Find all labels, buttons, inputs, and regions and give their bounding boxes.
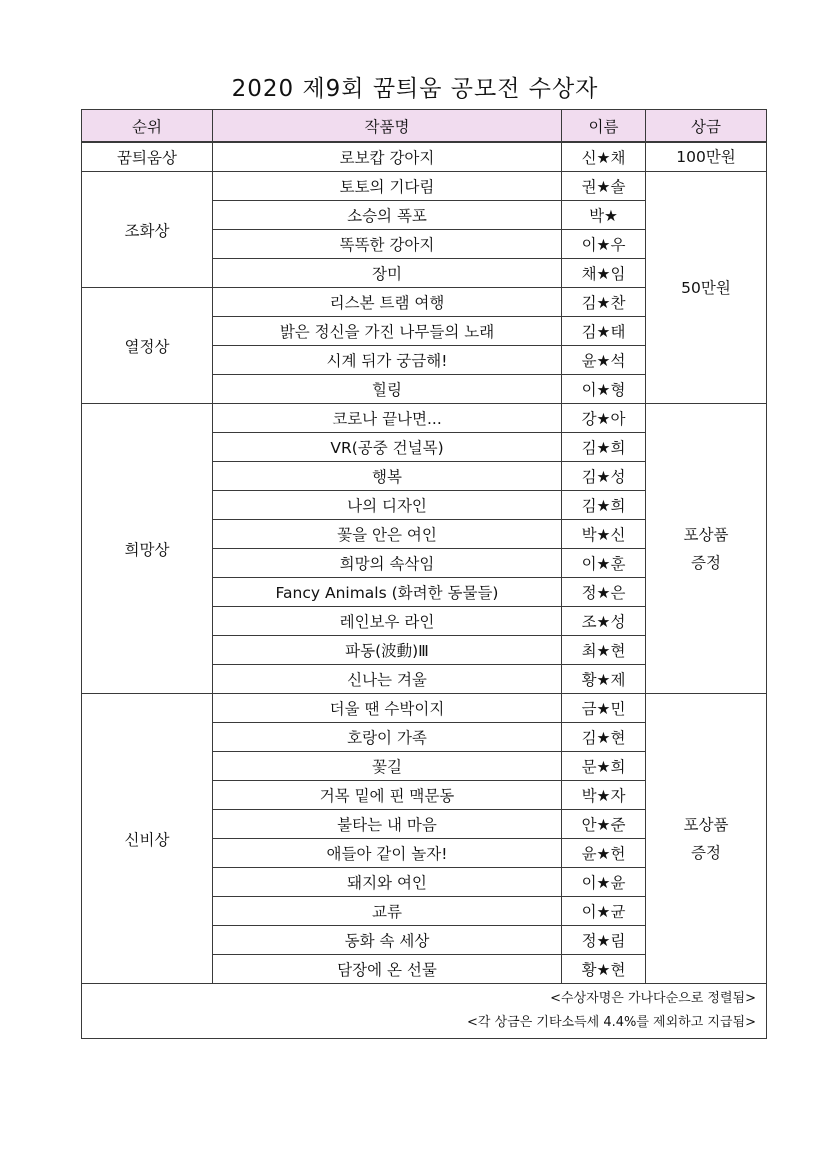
winner-name: 김★찬 xyxy=(562,288,646,317)
winner-name: 김★희 xyxy=(562,491,646,520)
awards-table xyxy=(81,109,767,1039)
winner-name: 안★준 xyxy=(562,810,646,839)
rank-cell: 조화상 xyxy=(82,172,213,288)
winner-name: 황★제 xyxy=(562,665,646,694)
work-title: 담장에 온 선물 xyxy=(213,955,562,984)
winner-name: 이★우 xyxy=(562,230,646,259)
winner-name: 김★성 xyxy=(562,462,646,491)
work-title: 파동(波動)Ⅲ xyxy=(213,636,562,665)
winner-name: 최★현 xyxy=(562,636,646,665)
work-title: 시계 뒤가 궁금해! xyxy=(213,346,562,375)
work-title: 돼지와 여인 xyxy=(213,868,562,897)
work-title: 리스본 트램 여행 xyxy=(213,288,562,317)
winner-name: 이★윤 xyxy=(562,868,646,897)
header-name: 이름 xyxy=(562,110,646,143)
table-row xyxy=(82,142,767,172)
winner-name: 박★자 xyxy=(562,781,646,810)
work-title: 거목 밑에 핀 맥문동 xyxy=(213,781,562,810)
winner-name: 강★아 xyxy=(562,404,646,433)
note-tax: <각 상금은 기타소득세 4.4%를 제외하고 지급됨> xyxy=(467,1015,756,1030)
winner-name: 정★림 xyxy=(562,926,646,955)
winner-name: 문★희 xyxy=(562,752,646,781)
table-row xyxy=(82,694,767,723)
work-title: 행복 xyxy=(213,462,562,491)
notes-cell xyxy=(82,984,767,1039)
work-title: 로보캅 강아지 xyxy=(213,142,562,172)
work-title: 신나는 겨울 xyxy=(213,665,562,694)
winner-name: 박★ xyxy=(562,201,646,230)
work-title: 꽃을 안은 여인 xyxy=(213,520,562,549)
note-sorting: <수상자명은 가나다순으로 정렬됨> xyxy=(550,991,756,1006)
work-title: 똑똑한 강아지 xyxy=(213,230,562,259)
winner-name: 윤★헌 xyxy=(562,839,646,868)
winner-name: 박★신 xyxy=(562,520,646,549)
winner-name: 이★훈 xyxy=(562,549,646,578)
work-title: 호랑이 가족 xyxy=(213,723,562,752)
work-title: 코로나 끝나면... xyxy=(213,404,562,433)
rank-cell: 희망상 xyxy=(82,404,213,694)
work-title: 나의 디자인 xyxy=(213,491,562,520)
winner-name: 금★민 xyxy=(562,694,646,723)
rank-cell: 열정상 xyxy=(82,288,213,404)
work-title: 레인보우 라인 xyxy=(213,607,562,636)
header-prize: 상금 xyxy=(646,110,767,143)
winner-name: 이★균 xyxy=(562,897,646,926)
work-title: 토토의 기다림 xyxy=(213,172,562,201)
work-title: Fancy Animals (화려한 동물들) xyxy=(213,578,562,607)
work-title: VR(공중 건널목) xyxy=(213,433,562,462)
header-row xyxy=(82,110,767,143)
winner-name: 신★채 xyxy=(562,142,646,172)
work-title: 꽃길 xyxy=(213,752,562,781)
winner-name: 채★임 xyxy=(562,259,646,288)
work-title: 밝은 정신을 가진 나무들의 노래 xyxy=(213,317,562,346)
rank-cell: 꿈틔움상 xyxy=(82,142,213,172)
prize-cell: 포상품 증정 xyxy=(646,694,767,984)
work-title: 더울 땐 수박이지 xyxy=(213,694,562,723)
prize-cell: 50만원 xyxy=(646,172,767,404)
prize-cell: 포상품 증정 xyxy=(646,404,767,694)
winner-name: 이★형 xyxy=(562,375,646,404)
notes-row xyxy=(82,984,767,1039)
work-title: 힐링 xyxy=(213,375,562,404)
table-row xyxy=(82,404,767,433)
work-title: 장미 xyxy=(213,259,562,288)
work-title: 애들아 같이 놀자! xyxy=(213,839,562,868)
awards-body xyxy=(82,142,767,984)
work-title: 불타는 내 마음 xyxy=(213,810,562,839)
page-title: 2020 제9회 꿈틔움 공모전 수상자 xyxy=(231,76,599,102)
winner-name: 김★현 xyxy=(562,723,646,752)
winner-name: 김★태 xyxy=(562,317,646,346)
header-work: 작품명 xyxy=(213,110,562,143)
winner-name: 정★은 xyxy=(562,578,646,607)
winner-name: 김★희 xyxy=(562,433,646,462)
header-rank: 순위 xyxy=(82,110,213,143)
work-title: 동화 속 세상 xyxy=(213,926,562,955)
table-row xyxy=(82,172,767,201)
winner-name: 윤★석 xyxy=(562,346,646,375)
winner-name: 조★성 xyxy=(562,607,646,636)
winner-name: 권★솔 xyxy=(562,172,646,201)
work-title: 소승의 폭포 xyxy=(213,201,562,230)
prize-cell: 100만원 xyxy=(646,142,767,172)
winner-name: 황★현 xyxy=(562,955,646,984)
rank-cell: 신비상 xyxy=(82,694,213,984)
work-title: 교류 xyxy=(213,897,562,926)
work-title: 희망의 속삭임 xyxy=(213,549,562,578)
